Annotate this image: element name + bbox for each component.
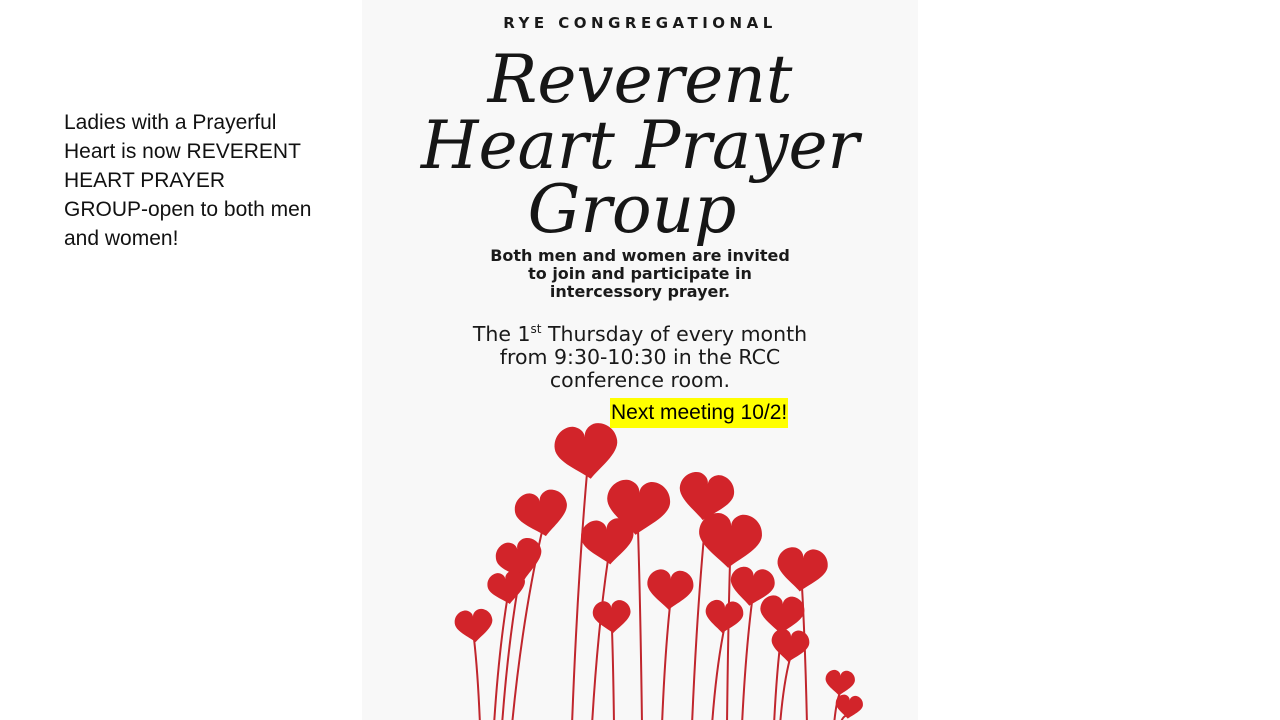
heart-icon xyxy=(552,421,622,483)
heart-icon xyxy=(824,669,855,696)
heart-icon xyxy=(676,470,737,524)
flower-stem xyxy=(727,562,730,720)
invite-line: intercessory prayer. xyxy=(549,282,731,301)
flower-stem xyxy=(494,601,507,720)
title-line-1: Reverent xyxy=(487,41,793,118)
title-line-2: Heart Prayer xyxy=(420,107,860,184)
schedule-line-3: conference room. xyxy=(549,368,731,392)
title-line-3: Group xyxy=(527,171,737,248)
flower-stem xyxy=(638,529,642,720)
heart-icon xyxy=(646,568,695,611)
ordinal-suffix: st xyxy=(530,322,542,336)
flower-stem xyxy=(474,639,480,720)
flower-stem xyxy=(692,515,706,720)
side-text: Ladies with a Prayerful Heart is now REVERENT HEART PRAYER GROUP-open to both men and women! xyxy=(64,111,312,250)
flower-stem xyxy=(592,560,608,720)
invite-line: to join and participate in xyxy=(528,264,752,283)
flower-stem xyxy=(612,630,614,720)
heart-icon xyxy=(592,599,632,634)
heart-icon xyxy=(453,608,494,644)
heart-flower-icon xyxy=(362,0,918,720)
schedule-line-1: The 1st Thursday of every month xyxy=(472,322,808,346)
heart-icon xyxy=(486,569,529,608)
flower-stem xyxy=(742,602,752,720)
organization-name: RYE CONGREGATIONAL xyxy=(503,14,777,32)
heart-icon xyxy=(580,517,637,567)
prayer-group-flyer xyxy=(362,0,918,720)
flower-stem xyxy=(572,473,587,720)
heart-icon xyxy=(704,599,745,635)
next-meeting-highlight: Next meeting 10/2! xyxy=(610,398,788,428)
flower-stem xyxy=(662,605,670,720)
flower-stem xyxy=(780,659,790,720)
flower-stem xyxy=(712,630,724,720)
heart-icon xyxy=(512,487,572,541)
heart-icon xyxy=(697,512,764,570)
schedule-line-2: from 9:30-10:30 in the RCC xyxy=(499,345,781,369)
heart-icon xyxy=(834,694,864,720)
invite-line: Both men and women are invited xyxy=(490,246,790,265)
heart-icon xyxy=(775,546,830,594)
